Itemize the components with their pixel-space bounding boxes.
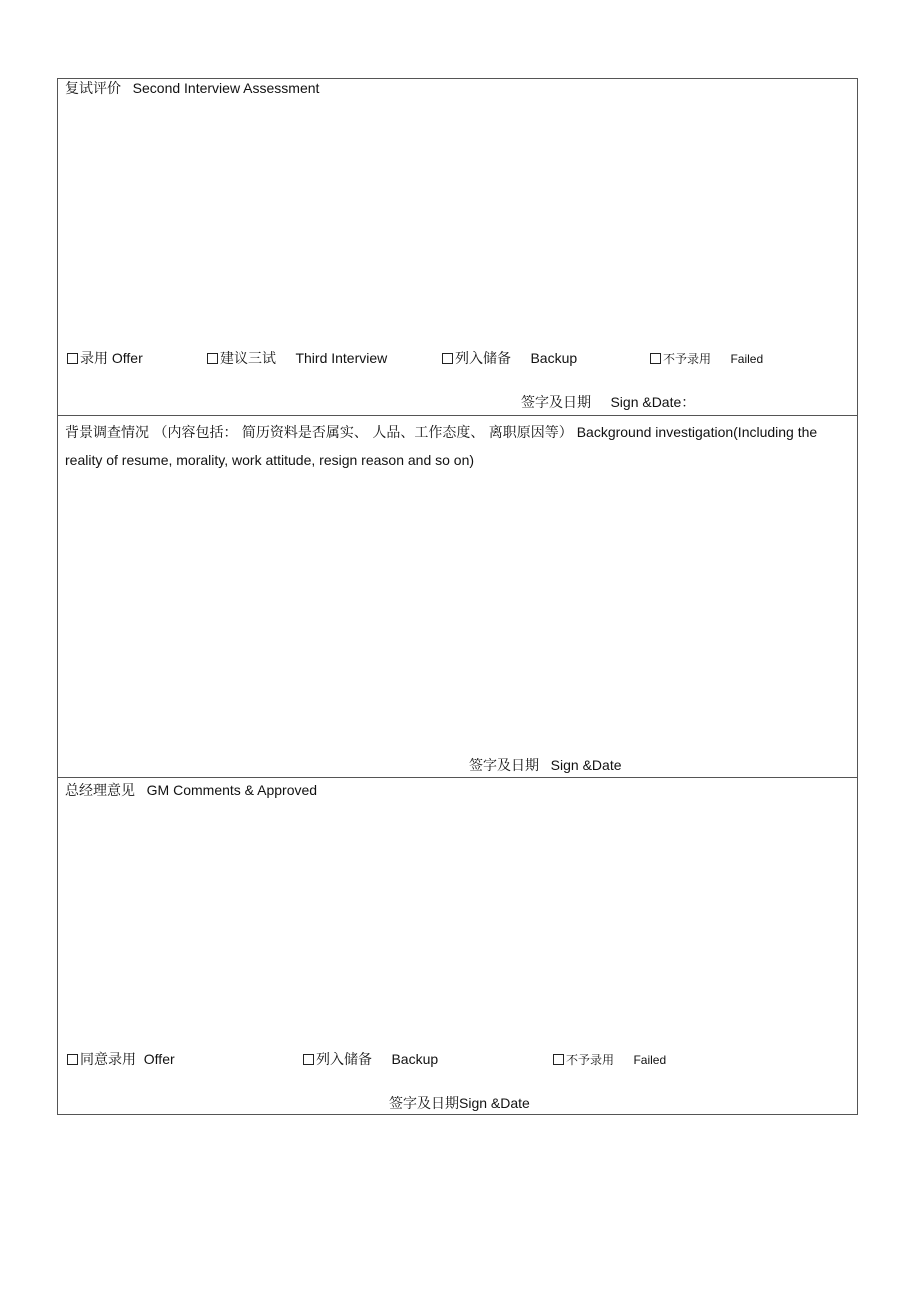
- checkbox-offer[interactable]: [67, 353, 78, 364]
- option-backup[interactable]: 列入储备 Backup: [442, 349, 577, 368]
- gm-checkbox-backup[interactable]: [303, 1054, 314, 1065]
- background-section: [58, 416, 857, 778]
- checkbox-failed[interactable]: [650, 353, 661, 364]
- second-interview-section: [58, 79, 857, 416]
- gm-title: 总经理意见 GM Comments & Approved: [65, 782, 318, 799]
- checkbox-third-interview[interactable]: [207, 353, 218, 364]
- gm-option-failed[interactable]: 不予录用 Failed: [553, 1050, 666, 1069]
- background-title: 背景调查情况 （内容包括： 简历资料是否属实、 人品、工作态度、 离职原因等） Background investigation(Including the reality of resume, morality, work attitude, resign reason and so on): [65, 424, 818, 468]
- gm-section: [58, 778, 857, 1114]
- checkbox-backup[interactable]: [442, 353, 453, 364]
- second-interview-title: 复试评价 Second Interview Assessment: [65, 80, 320, 97]
- option-third-interview[interactable]: 建议三试 Third Interview: [207, 349, 387, 368]
- option-offer[interactable]: 录用 Offer: [67, 349, 143, 368]
- second-interview-sign: 签字及日期 Sign &Date：: [521, 394, 696, 411]
- gm-sign: 签字及日期Sign &Date: [389, 1095, 530, 1112]
- gm-checkbox-failed[interactable]: [553, 1054, 564, 1065]
- gm-option-offer[interactable]: 同意录用 Offer: [67, 1050, 175, 1069]
- assessment-form: [57, 78, 858, 1115]
- gm-checkbox-offer[interactable]: [67, 1054, 78, 1065]
- background-sign: 签字及日期 Sign &Date: [469, 757, 622, 774]
- gm-option-backup[interactable]: 列入储备 Backup: [303, 1050, 438, 1069]
- option-failed[interactable]: 不予录用 Failed: [650, 349, 763, 368]
